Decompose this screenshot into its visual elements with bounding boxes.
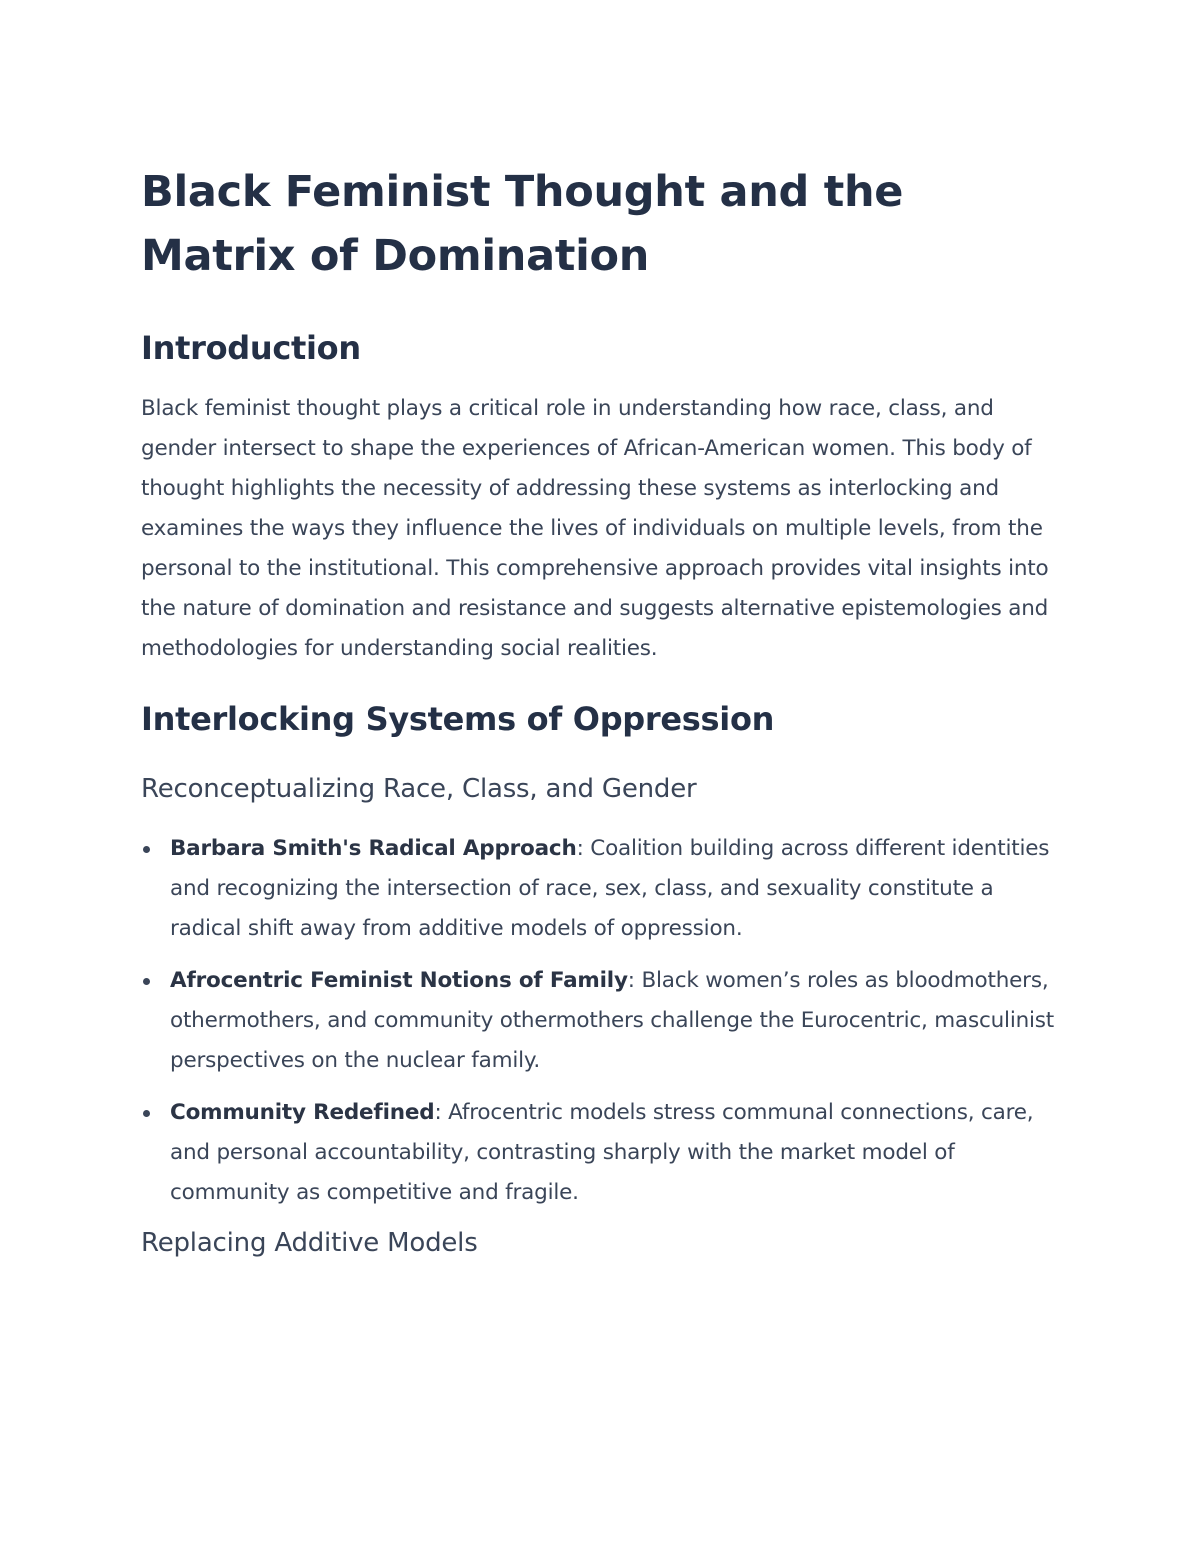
section-heading-interlocking-systems: Interlocking Systems of Oppression bbox=[141, 700, 775, 738]
list-item-text: : Coalition building across different identities and recognizing the intersection of race, sex, class, and sexuality constitute a radical shift away from additive models of oppression. bbox=[170, 836, 1050, 941]
list-item-term: Afrocentric Feminist Notions of Family bbox=[170, 968, 628, 993]
list-item bbox=[141, 1093, 1071, 1213]
introduction-paragraph: Black feminist thought plays a critical role in understanding how race, class, and gender intersect to shape the experiences of African-American women. This body of thought highlights the necessity of addressing these systems as interlocking and examines the ways they influence the lives of individuals on multiple levels, from the personal to the institutional. This comprehensive approach provides vital insights into the nature of domination and resistance and suggests alternative epistemologies and methodologies for understanding social realities. bbox=[141, 396, 1049, 661]
list-item-term: Barbara Smith's Radical Approach bbox=[170, 836, 577, 861]
list-item-text: : Black women’s roles as bloodmothers, othermothers, and community othermothers challenge the Eurocentric, masculinist perspectives on the nuclear family. bbox=[170, 968, 1055, 1073]
list-item bbox=[141, 961, 1071, 1081]
list-item bbox=[141, 829, 1071, 949]
document-title: Black Feminist Thought and the Matrix of Domination bbox=[141, 167, 904, 281]
bullet-icon bbox=[143, 846, 150, 853]
bullet-list bbox=[141, 829, 1071, 1213]
list-item-text: : Afrocentric models stress communal connections, care, and personal accountability, contrasting sharply with the market model of community as competitive and fragile. bbox=[170, 1100, 1034, 1205]
subsection-heading-reconceptualizing: Reconceptualizing Race, Class, and Gender bbox=[141, 774, 697, 804]
bullet-icon bbox=[143, 978, 150, 985]
section-heading-introduction: Introduction bbox=[141, 329, 361, 367]
document-page bbox=[141, 160, 1071, 1261]
bullet-icon bbox=[143, 1110, 150, 1117]
list-item-term: Community Redefined bbox=[170, 1100, 435, 1125]
subsection-heading-replacing-additive-models: Replacing Additive Models bbox=[141, 1228, 478, 1258]
